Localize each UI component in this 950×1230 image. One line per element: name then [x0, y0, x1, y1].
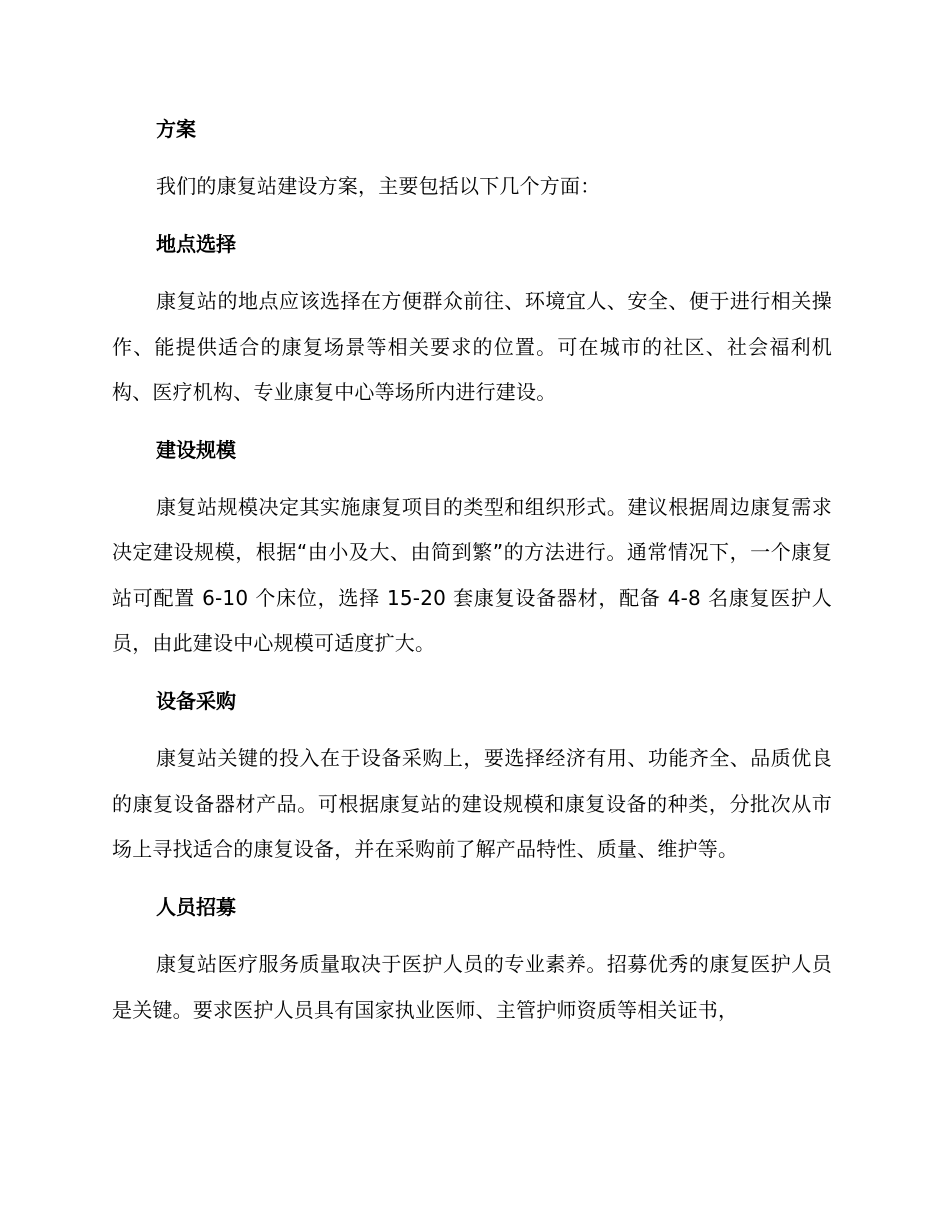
section-paragraph-scale: 康复站规模决定其实施康复项目的类型和组织形式。建议根据周边康复需求决定建设规模，根据“由小及大、由简到繁”的方法进行。通常情况下，一个康复站可配置 6-10 个床位，选择 15-20 套康复设备器材，配备 4-8 名康复医护人员，由此建设中心规模可适度扩大。	[112, 495, 832, 656]
section-heading-location: 地点选择	[156, 232, 236, 257]
section-paragraph-staffing: 康复站医疗服务质量取决于医护人员的专业素养。招募优秀的康复医护人员是关键。要求医护人员具有国家执业医师、主管护师资质等相关证书，	[112, 952, 832, 1022]
section-heading-staffing: 人员招募	[156, 895, 236, 920]
section-paragraph-equipment: 康复站关键的投入在于设备采购上，要选择经济有用、功能齐全、品质优良的康复设备器材产品。可根据康复站的建设规模和康复设备的种类，分批次从市场上寻找适合的康复设备，并在采购前了解产品特性、质量、维护等。	[112, 746, 832, 861]
section-heading-plan: 方案	[156, 117, 196, 141]
document-body	[112, 106, 832, 1033]
section-paragraph-location: 康复站的地点应该选择在方便群众前往、环境宜人、安全、便于进行相关操作、能提供适合的康复场景等相关要求的位置。可在城市的社区、社会福利机构、医疗机构、专业康复中心等场所内进行建设。	[112, 289, 832, 404]
section-heading-scale: 建设规模	[156, 438, 236, 463]
section-paragraph-plan: 我们的康复站建设方案，主要包括以下几个方面：	[156, 174, 601, 198]
section-heading-equipment: 设备采购	[156, 689, 236, 714]
